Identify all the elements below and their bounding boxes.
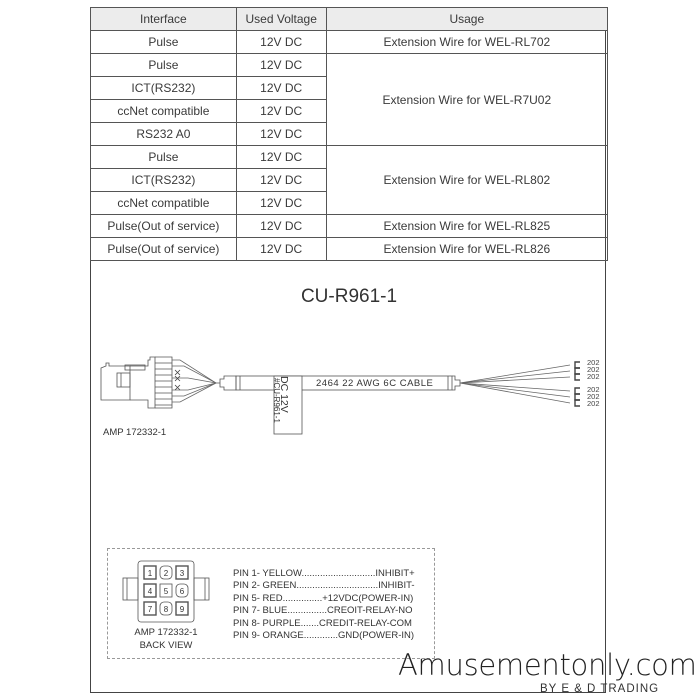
terminal-label: 202	[587, 365, 600, 374]
brand-subtitle: BY E & D TRADING	[540, 683, 660, 695]
connector-label: AMP 172332-1	[103, 427, 167, 438]
cell-interface: Pulse	[91, 54, 237, 77]
cell-voltage: 12V DC	[236, 31, 326, 54]
brand-watermark: Amusementonly.com	[398, 648, 697, 682]
cell-interface: RS232 A0	[91, 123, 237, 146]
svg-text:5: 5	[163, 587, 169, 596]
cell-usage: Extension Wire for WEL-RL826	[326, 238, 607, 261]
pin-assignment-list	[233, 568, 415, 642]
wire-fan-right	[460, 365, 570, 403]
terminal-label: 202	[587, 385, 600, 394]
svg-text:2: 2	[163, 569, 169, 578]
svg-text:3: 3	[179, 569, 185, 578]
tag-model: #CU-R961-1	[272, 378, 281, 423]
header-interface: Interface	[91, 8, 237, 31]
cell-interface: ICT(RS232)	[91, 169, 237, 192]
pin-assignment: PIN 5- RED...............+12VDC(POWER-IN)	[233, 592, 414, 604]
cell-voltage: 12V DC	[236, 192, 326, 215]
svg-text:7: 7	[147, 605, 153, 614]
wire-fan-left	[172, 360, 216, 402]
pin-number: 1	[147, 569, 153, 578]
back-view-caption: BACK VIEW	[139, 640, 193, 651]
cell-interface: Pulse	[91, 31, 237, 54]
pin-assignment: PIN 1- YELLOW............................INHIBIT+	[233, 568, 415, 579]
cell-voltage: 12V DC	[236, 238, 326, 261]
svg-text:9: 9	[179, 605, 185, 614]
cell-voltage: 12V DC	[236, 215, 326, 238]
cable-tag	[274, 372, 302, 432]
pin-assignment: PIN 9- ORANGE.............GND(POWER-IN)	[233, 630, 415, 642]
crimp-terminals-icon	[575, 362, 580, 406]
cell-usage: Extension Wire for WEL-R7U02	[326, 54, 607, 146]
cell-interface: Pulse(Out of service)	[91, 238, 237, 261]
tag-voltage: DC 12V	[278, 376, 290, 413]
terminal-label: 202	[587, 358, 600, 367]
cell-interface: ccNet compatible	[91, 192, 237, 215]
cell-usage: Extension Wire for WEL-RL702	[326, 31, 607, 54]
terminal-label: 202	[587, 372, 600, 381]
cell-usage: Extension Wire for WEL-RL825	[326, 215, 607, 238]
cell-interface: ICT(RS232)	[91, 77, 237, 100]
header-usage: Usage	[326, 8, 607, 31]
cell-interface: Pulse(Out of service)	[91, 215, 237, 238]
svg-text:8: 8	[163, 605, 169, 614]
cell-voltage: 12V DC	[236, 77, 326, 100]
cable-spec-label: 2464 22 AWG 6C CABLE	[316, 378, 434, 389]
pin-assignment: PIN 7- BLUE...............CREOIT-RELAY-NO	[233, 605, 413, 617]
pin-assignment: PIN 8- PURPLE.......CREDIT-RELAY-COM	[233, 617, 412, 629]
back-view-model: AMP 172332-1	[134, 627, 198, 638]
cell-voltage: 12V DC	[236, 123, 326, 146]
cell-voltage: 12V DC	[236, 146, 326, 169]
cell-interface: ccNet compatible	[91, 100, 237, 123]
cell-voltage: 12V DC	[236, 169, 326, 192]
pin-assignment: PIN 2- GREEN...............................INHIBIT-	[233, 580, 415, 592]
diagram-title: CU-R961-1	[300, 286, 398, 307]
cell-voltage: 12V DC	[236, 100, 326, 123]
back-view-label	[118, 626, 214, 652]
cell-usage: Extension Wire for WEL-RL802	[326, 146, 607, 215]
svg-text:6: 6	[179, 587, 185, 596]
cell-voltage: 12V DC	[236, 54, 326, 77]
svg-text:4: 4	[147, 587, 153, 596]
cell-interface: Pulse	[91, 146, 237, 169]
terminal-label: 202	[587, 399, 600, 408]
terminal-label: 202	[587, 392, 600, 401]
connector-housing-icon	[101, 357, 172, 408]
header-voltage: Used Voltage	[236, 8, 326, 31]
